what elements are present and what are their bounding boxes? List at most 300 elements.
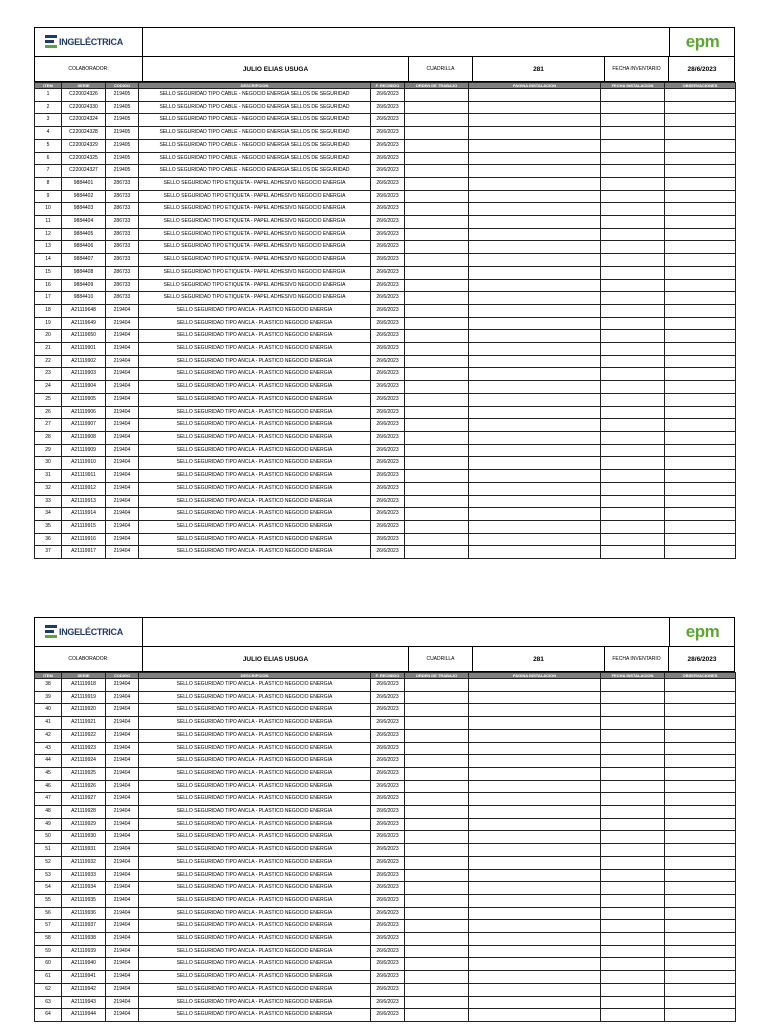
cell-f-recibido: 26/6/2023: [371, 983, 405, 996]
cell-observaciones: [665, 945, 736, 958]
cell-fecha-instalacion: [601, 343, 665, 356]
cell-codigo: 286733: [106, 190, 139, 203]
cell-pagina-instalacion: [469, 958, 601, 971]
cell-descripcion: SELLO SEGURIDAD TIPO ANCLA - PLASTICO NEGOCIO ENERGIA: [139, 806, 371, 819]
cell-descripcion: SELLO SEGURIDAD TIPO ANCLA - PLASTICO NEGOCIO ENERGIA: [139, 920, 371, 933]
cell-serie: A21119932: [62, 856, 106, 869]
cell-descripcion: SELLO SEGURIDAD TIPO ANCLA - PLASTICO NEGOCIO ENERGIA: [139, 419, 371, 432]
cell-codigo: 286733: [106, 266, 139, 279]
col-header-descripcion: DESCRIPCION: [139, 83, 371, 89]
cell-f-recibido: 26/6/2023: [371, 139, 405, 152]
cell-serie: A21119923: [62, 742, 106, 755]
cuadrilla-label: CUADRILLA: [409, 57, 473, 81]
cell-fecha-instalacion: [601, 330, 665, 343]
cell-orden-trabajo: [405, 114, 469, 127]
cell-observaciones: [665, 317, 736, 330]
cell-codigo: 219404: [106, 482, 139, 495]
cell-descripcion: SELLO SEGURIDAD TIPO ANCLA - PLASTICO NEGOCIO ENERGIA: [139, 831, 371, 844]
cell-f-recibido: 26/6/2023: [371, 101, 405, 114]
epm-logo: [669, 28, 735, 57]
cell-f-recibido: 26/6/2023: [371, 533, 405, 546]
cell-observaciones: [665, 679, 736, 692]
cell-pagina-instalacion: [469, 292, 601, 305]
cell-f-recibido: 26/6/2023: [371, 933, 405, 946]
cell-pagina-instalacion: [469, 831, 601, 844]
cell-orden-trabajo: [405, 254, 469, 267]
cell-pagina-instalacion: [469, 869, 601, 882]
cell-observaciones: [665, 806, 736, 819]
table-row: [35, 533, 736, 546]
cell-fecha-instalacion: [601, 767, 665, 780]
cell-item: 55: [35, 894, 62, 907]
cell-pagina-instalacion: [469, 971, 601, 984]
cell-serie: A21119935: [62, 894, 106, 907]
cell-pagina-instalacion: [469, 381, 601, 394]
cell-orden-trabajo: [405, 317, 469, 330]
cell-f-recibido: 26/6/2023: [371, 806, 405, 819]
cell-codigo: 219404: [106, 495, 139, 508]
cell-descripcion: SELLO SEGURIDAD TIPO ANCLA - PLASTICO NEGOCIO ENERGIA: [139, 704, 371, 717]
cell-orden-trabajo: [405, 679, 469, 692]
cell-fecha-instalacion: [601, 304, 665, 317]
cell-fecha-instalacion: [601, 177, 665, 190]
cell-f-recibido: 26/6/2023: [371, 152, 405, 165]
cell-orden-trabajo: [405, 971, 469, 984]
cell-descripcion: SELLO SEGURIDAD TIPO ANCLA - PLASTICO NEGOCIO ENERGIA: [139, 431, 371, 444]
cell-f-recibido: 26/6/2023: [371, 546, 405, 559]
header-blank: [143, 28, 669, 57]
cell-fecha-instalacion: [601, 546, 665, 559]
table-row: [35, 818, 736, 831]
cell-item: 54: [35, 882, 62, 895]
col-header-f-recibido: F. RECIBIDO: [371, 673, 405, 679]
cell-codigo: 219404: [106, 945, 139, 958]
cell-item: 48: [35, 806, 62, 819]
table-row: [35, 177, 736, 190]
cell-orden-trabajo: [405, 482, 469, 495]
cell-f-recibido: 26/6/2023: [371, 920, 405, 933]
cell-serie: 9884404: [62, 216, 106, 229]
cell-serie: A21119911: [62, 470, 106, 483]
cell-codigo: 219404: [106, 780, 139, 793]
cell-codigo: 219404: [106, 368, 139, 381]
cell-observaciones: [665, 177, 736, 190]
cell-orden-trabajo: [405, 279, 469, 292]
cell-f-recibido: 26/6/2023: [371, 894, 405, 907]
cell-item: 50: [35, 831, 62, 844]
cell-descripcion: SELLO SEGURIDAD TIPO ANCLA - PLASTICO NEGOCIO ENERGIA: [139, 381, 371, 394]
cell-item: 8: [35, 177, 62, 190]
colaborador-label: COLABORADOR:: [35, 57, 143, 81]
cell-serie: A21119929: [62, 818, 106, 831]
cell-observaciones: [665, 971, 736, 984]
cell-item: 9: [35, 190, 62, 203]
cell-orden-trabajo: [405, 1009, 469, 1022]
cell-f-recibido: 26/6/2023: [371, 355, 405, 368]
cell-descripcion: SELLO SEGURIDAD TIPO ANCLA - PLASTICO NEGOCIO ENERGIA: [139, 996, 371, 1009]
cell-observaciones: [665, 983, 736, 996]
cell-codigo: 219404: [106, 755, 139, 768]
cell-descripcion: SELLO SEGURIDAD TIPO ANCLA - PLASTICO NEGOCIO ENERGIA: [139, 742, 371, 755]
cell-orden-trabajo: [405, 127, 469, 140]
cell-f-recibido: 26/6/2023: [371, 444, 405, 457]
cell-codigo: 219405: [106, 114, 139, 127]
cell-orden-trabajo: [405, 520, 469, 533]
cell-orden-trabajo: [405, 177, 469, 190]
cuadrilla-value: 281: [473, 647, 605, 671]
col-header-observaciones: OBSERVACIONES: [665, 83, 736, 89]
cell-fecha-instalacion: [601, 381, 665, 394]
cell-descripcion: SELLO SEGURIDAD TIPO ETIQUETA - PAPEL ADHESIVO NEGOCIO ENERGIA: [139, 177, 371, 190]
cell-observaciones: [665, 933, 736, 946]
table-row: [35, 831, 736, 844]
cell-fecha-instalacion: [601, 742, 665, 755]
cell-codigo: 286733: [106, 254, 139, 267]
cell-f-recibido: 26/6/2023: [371, 907, 405, 920]
cell-pagina-instalacion: [469, 406, 601, 419]
cell-item: 62: [35, 983, 62, 996]
cell-pagina-instalacion: [469, 704, 601, 717]
client-logo-text: epm: [685, 32, 720, 51]
cell-pagina-instalacion: [469, 241, 601, 254]
cell-f-recibido: 26/6/2023: [371, 729, 405, 742]
cell-codigo: 219404: [106, 933, 139, 946]
cell-serie: A21119903: [62, 368, 106, 381]
cell-item: 25: [35, 393, 62, 406]
cell-item: 7: [35, 165, 62, 178]
cell-pagina-instalacion: [469, 190, 601, 203]
cell-pagina-instalacion: [469, 152, 601, 165]
cell-serie: A21119913: [62, 495, 106, 508]
cell-item: 33: [35, 495, 62, 508]
cell-item: 34: [35, 508, 62, 521]
cell-fecha-instalacion: [601, 933, 665, 946]
table-row: [35, 470, 736, 483]
cell-fecha-instalacion: [601, 127, 665, 140]
cell-serie: 9884403: [62, 203, 106, 216]
table-row: [35, 228, 736, 241]
cell-orden-trabajo: [405, 495, 469, 508]
cell-pagina-instalacion: [469, 894, 601, 907]
cell-item: 42: [35, 729, 62, 742]
cell-orden-trabajo: [405, 742, 469, 755]
cuadrilla-value: 281: [473, 57, 605, 81]
cell-serie: A21119936: [62, 907, 106, 920]
cell-serie: 9884401: [62, 177, 106, 190]
cell-descripcion: SELLO SEGURIDAD TIPO ANCLA - PLASTICO NEGOCIO ENERGIA: [139, 355, 371, 368]
cell-orden-trabajo: [405, 190, 469, 203]
cell-f-recibido: 26/6/2023: [371, 945, 405, 958]
colaborador-label: COLABORADOR:: [35, 647, 143, 671]
cell-codigo: 286733: [106, 228, 139, 241]
cell-descripcion: SELLO SEGURIDAD TIPO ANCLA - PLASTICO NEGOCIO ENERGIA: [139, 793, 371, 806]
cell-orden-trabajo: [405, 457, 469, 470]
cell-f-recibido: 26/6/2023: [371, 482, 405, 495]
cell-observaciones: [665, 139, 736, 152]
col-header-f-recibido: F. RECIBIDO: [371, 83, 405, 89]
cell-pagina-instalacion: [469, 304, 601, 317]
cell-observaciones: [665, 355, 736, 368]
cell-serie: A21119904: [62, 381, 106, 394]
cell-item: 3: [35, 114, 62, 127]
cell-observaciones: [665, 767, 736, 780]
cell-item: 41: [35, 717, 62, 730]
table-row: [35, 856, 736, 869]
cell-fecha-instalacion: [601, 806, 665, 819]
cell-serie: A21119928: [62, 806, 106, 819]
cell-orden-trabajo: [405, 343, 469, 356]
cell-orden-trabajo: [405, 165, 469, 178]
cell-pagina-instalacion: [469, 89, 601, 102]
cell-pagina-instalacion: [469, 920, 601, 933]
cell-item: 19: [35, 317, 62, 330]
cell-codigo: 219404: [106, 431, 139, 444]
cell-codigo: 219404: [106, 419, 139, 432]
sheet-header: [34, 27, 735, 82]
cell-codigo: 286733: [106, 292, 139, 305]
cell-codigo: 219404: [106, 381, 139, 394]
cell-pagina-instalacion: [469, 470, 601, 483]
cell-fecha-instalacion: [601, 983, 665, 996]
cell-orden-trabajo: [405, 444, 469, 457]
cell-serie: 9884410: [62, 292, 106, 305]
table-row: [35, 431, 736, 444]
cell-pagina-instalacion: [469, 546, 601, 559]
cell-item: 38: [35, 679, 62, 692]
cell-item: 59: [35, 945, 62, 958]
cell-fecha-instalacion: [601, 317, 665, 330]
cell-observaciones: [665, 228, 736, 241]
cell-f-recibido: 26/6/2023: [371, 431, 405, 444]
cell-orden-trabajo: [405, 101, 469, 114]
cell-fecha-instalacion: [601, 254, 665, 267]
cell-serie: A21119650: [62, 330, 106, 343]
cell-item: 56: [35, 907, 62, 920]
table-row: [35, 742, 736, 755]
cell-codigo: 219404: [106, 806, 139, 819]
cell-codigo: 219405: [106, 101, 139, 114]
table-row: [35, 793, 736, 806]
cell-f-recibido: 26/6/2023: [371, 228, 405, 241]
table-row: [35, 704, 736, 717]
cell-item: 23: [35, 368, 62, 381]
cell-pagina-instalacion: [469, 330, 601, 343]
fecha-inventario-value: 28/6/2023: [687, 65, 717, 73]
table-row: [35, 1009, 736, 1022]
cell-f-recibido: 26/6/2023: [371, 89, 405, 102]
table-row: [35, 679, 736, 692]
cell-codigo: 219404: [106, 406, 139, 419]
cell-descripcion: SELLO SEGURIDAD TIPO ANCLA - PLASTICO NEGOCIO ENERGIA: [139, 546, 371, 559]
cell-orden-trabajo: [405, 419, 469, 432]
cell-serie: A21119918: [62, 679, 106, 692]
col-header-pagina-instalacion: PAGINA INSTALACION: [469, 673, 601, 679]
table-row: [35, 152, 736, 165]
cell-codigo: 219404: [106, 355, 139, 368]
cell-f-recibido: 26/6/2023: [371, 330, 405, 343]
col-header-serie: SERIE: [62, 673, 106, 679]
cell-descripcion: SELLO SEGURIDAD TIPO CABLE - NEGOCIO ENERGIA SELLOS DE SEGURIDAD: [139, 139, 371, 152]
cell-pagina-instalacion: [469, 114, 601, 127]
cell-codigo: 286733: [106, 241, 139, 254]
cell-serie: A21119925: [62, 767, 106, 780]
cell-codigo: 286733: [106, 279, 139, 292]
cell-pagina-instalacion: [469, 793, 601, 806]
cell-pagina-instalacion: [469, 742, 601, 755]
cell-codigo: 219404: [106, 546, 139, 559]
cell-fecha-instalacion: [601, 704, 665, 717]
cell-fecha-instalacion: [601, 114, 665, 127]
cell-f-recibido: 26/6/2023: [371, 470, 405, 483]
cell-pagina-instalacion: [469, 818, 601, 831]
col-header-codigo: CODIGO: [106, 83, 139, 89]
cell-serie: A21119908: [62, 431, 106, 444]
cell-codigo: 219405: [106, 127, 139, 140]
table-row: [35, 933, 736, 946]
cell-descripcion: SELLO SEGURIDAD TIPO ANCLA - PLASTICO NEGOCIO ENERGIA: [139, 717, 371, 730]
cell-item: 21: [35, 343, 62, 356]
cell-item: 43: [35, 742, 62, 755]
cell-orden-trabajo: [405, 355, 469, 368]
cell-orden-trabajo: [405, 958, 469, 971]
cell-item: 1: [35, 89, 62, 102]
table-row: [35, 254, 736, 267]
cell-item: 22: [35, 355, 62, 368]
inventory-sheet-2: [34, 617, 735, 1022]
cell-descripcion: SELLO SEGURIDAD TIPO ANCLA - PLASTICO NEGOCIO ENERGIA: [139, 368, 371, 381]
cell-fecha-instalacion: [601, 844, 665, 857]
cell-item: 63: [35, 996, 62, 1009]
cell-serie: 9884405: [62, 228, 106, 241]
cell-pagina-instalacion: [469, 856, 601, 869]
cell-fecha-instalacion: [601, 152, 665, 165]
cell-descripcion: SELLO SEGURIDAD TIPO ANCLA - PLASTICO NEGOCIO ENERGIA: [139, 508, 371, 521]
cell-codigo: 219404: [106, 508, 139, 521]
cell-codigo: 219404: [106, 717, 139, 730]
cell-observaciones: [665, 869, 736, 882]
table-row: [35, 945, 736, 958]
cell-orden-trabajo: [405, 894, 469, 907]
cell-orden-trabajo: [405, 139, 469, 152]
table-row: [35, 996, 736, 1009]
table-row: [35, 216, 736, 229]
table-row: [35, 755, 736, 768]
cell-pagina-instalacion: [469, 393, 601, 406]
cell-f-recibido: 26/6/2023: [371, 844, 405, 857]
cell-descripcion: SELLO SEGURIDAD TIPO ANCLA - PLASTICO NEGOCIO ENERGIA: [139, 679, 371, 692]
table-row: [35, 482, 736, 495]
cell-fecha-instalacion: [601, 292, 665, 305]
cell-descripcion: SELLO SEGURIDAD TIPO ETIQUETA - PAPEL ADHESIVO NEGOCIO ENERGIA: [139, 228, 371, 241]
cell-pagina-instalacion: [469, 444, 601, 457]
cell-descripcion: SELLO SEGURIDAD TIPO ANCLA - PLASTICO NEGOCIO ENERGIA: [139, 856, 371, 869]
cell-orden-trabajo: [405, 717, 469, 730]
cell-pagina-instalacion: [469, 266, 601, 279]
cell-descripcion: SELLO SEGURIDAD TIPO ANCLA - PLASTICO NEGOCIO ENERGIA: [139, 983, 371, 996]
cell-observaciones: [665, 444, 736, 457]
cell-fecha-instalacion: [601, 228, 665, 241]
cell-item: 6: [35, 152, 62, 165]
cell-codigo: 219404: [106, 907, 139, 920]
cell-orden-trabajo: [405, 793, 469, 806]
cell-fecha-instalacion: [601, 856, 665, 869]
inventory-table: [34, 672, 736, 1022]
cell-descripcion: SELLO SEGURIDAD TIPO CABLE - NEGOCIO ENERGIA SELLOS DE SEGURIDAD: [139, 89, 371, 102]
cell-fecha-instalacion: [601, 894, 665, 907]
cell-item: 4: [35, 127, 62, 140]
cell-observaciones: [665, 844, 736, 857]
col-header-orden-trabajo: ORDEN DE TRABAJO: [405, 83, 469, 89]
cell-codigo: 219405: [106, 89, 139, 102]
cell-serie: A21119937: [62, 920, 106, 933]
cell-orden-trabajo: [405, 241, 469, 254]
cell-pagina-instalacion: [469, 127, 601, 140]
cell-orden-trabajo: [405, 996, 469, 1009]
cell-f-recibido: 26/6/2023: [371, 343, 405, 356]
table-row: [35, 292, 736, 305]
cell-observaciones: [665, 279, 736, 292]
cell-fecha-instalacion: [601, 279, 665, 292]
col-header-descripcion: DESCRIPCION: [139, 673, 371, 679]
cell-item: 12: [35, 228, 62, 241]
col-header-orden-trabajo: ORDEN DE TRABAJO: [405, 673, 469, 679]
cell-item: 15: [35, 266, 62, 279]
cell-observaciones: [665, 958, 736, 971]
cell-orden-trabajo: [405, 406, 469, 419]
sheet-header: [34, 617, 735, 672]
cell-item: 64: [35, 1009, 62, 1022]
cell-observaciones: [665, 533, 736, 546]
cell-f-recibido: 26/6/2023: [371, 368, 405, 381]
cell-orden-trabajo: [405, 767, 469, 780]
cell-f-recibido: 26/6/2023: [371, 279, 405, 292]
cell-pagina-instalacion: [469, 844, 601, 857]
cell-serie: A21119940: [62, 958, 106, 971]
cell-pagina-instalacion: [469, 101, 601, 114]
table-row: [35, 882, 736, 895]
cell-f-recibido: 26/6/2023: [371, 958, 405, 971]
cell-item: 53: [35, 869, 62, 882]
cell-serie: C220024330: [62, 101, 106, 114]
cell-f-recibido: 26/6/2023: [371, 869, 405, 882]
cell-observaciones: [665, 920, 736, 933]
cell-item: 32: [35, 482, 62, 495]
cell-fecha-instalacion: [601, 165, 665, 178]
cell-f-recibido: 26/6/2023: [371, 216, 405, 229]
cell-orden-trabajo: [405, 203, 469, 216]
cell-observaciones: [665, 254, 736, 267]
cell-f-recibido: 26/6/2023: [371, 767, 405, 780]
cell-item: 11: [35, 216, 62, 229]
cuadrilla-label: CUADRILLA: [409, 647, 473, 671]
cell-f-recibido: 26/6/2023: [371, 406, 405, 419]
cell-f-recibido: 26/6/2023: [371, 393, 405, 406]
table-row: [35, 983, 736, 996]
table-row: [35, 869, 736, 882]
cell-item: 36: [35, 533, 62, 546]
cell-item: 20: [35, 330, 62, 343]
cell-observaciones: [665, 266, 736, 279]
cell-observaciones: [665, 292, 736, 305]
table-row: [35, 806, 736, 819]
cell-observaciones: [665, 127, 736, 140]
cell-codigo: 219405: [106, 152, 139, 165]
cell-item: 61: [35, 971, 62, 984]
cell-codigo: 219404: [106, 679, 139, 692]
cell-codigo: 286733: [106, 203, 139, 216]
cell-serie: 9884406: [62, 241, 106, 254]
header-blank: [143, 618, 669, 647]
